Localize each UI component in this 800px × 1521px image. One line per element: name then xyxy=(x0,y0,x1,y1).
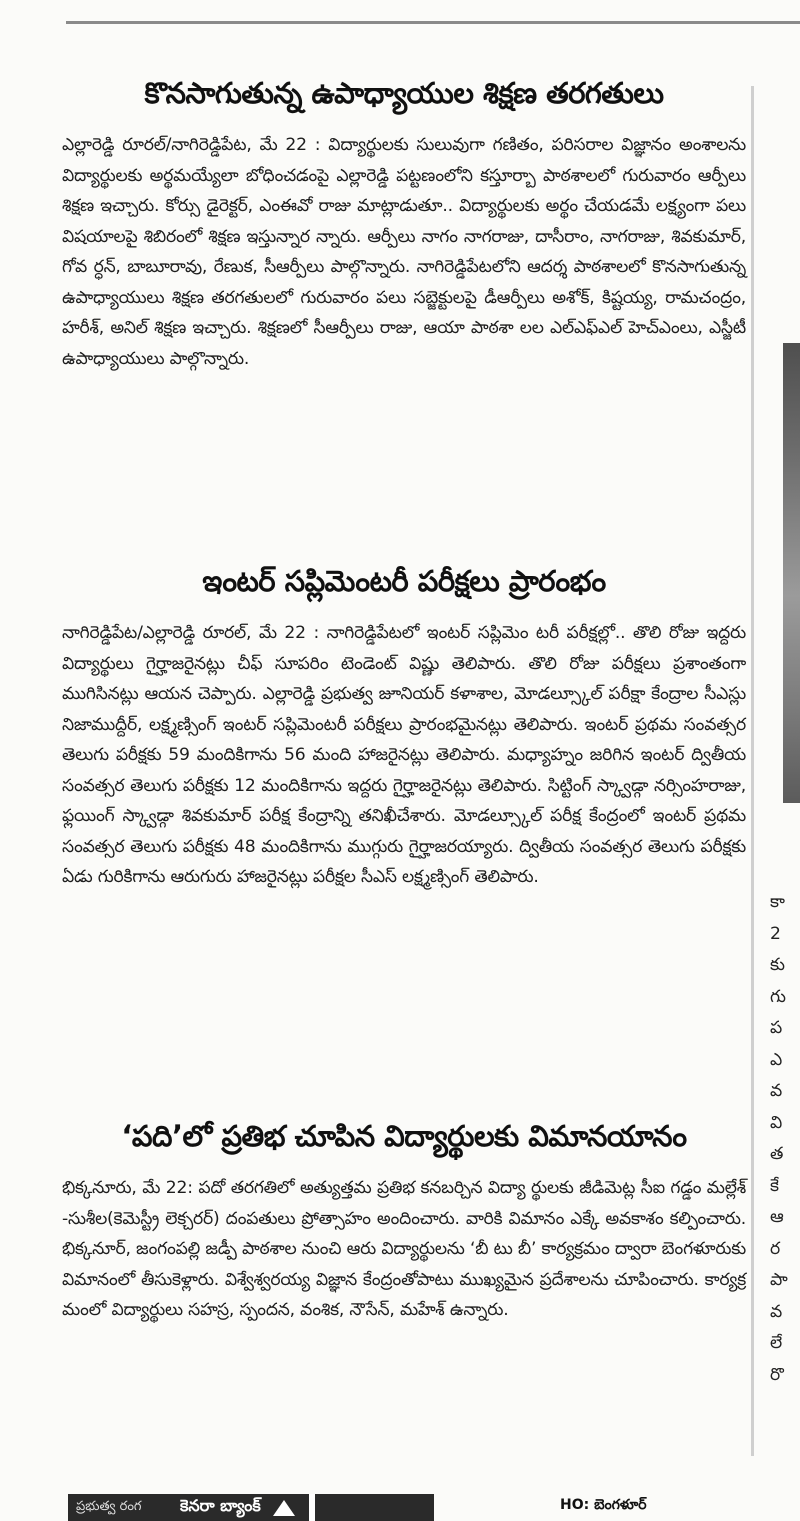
side-line: కా xyxy=(770,892,785,912)
side-line: రొ xyxy=(770,1364,784,1385)
side-line: వ xyxy=(770,1301,783,1322)
canara-bank-ad xyxy=(68,1494,434,1521)
side-line: పా xyxy=(770,1270,788,1290)
article-flight-trip xyxy=(62,1117,746,1326)
top-rule xyxy=(66,21,800,24)
side-line: వ xyxy=(770,1081,783,1101)
side-line: ప xyxy=(770,1018,783,1038)
article-teacher-training xyxy=(62,74,746,374)
side-line: ఎ xyxy=(770,1049,783,1070)
side-line: గు xyxy=(770,986,786,1007)
side-line: త xyxy=(770,1144,784,1164)
side-line: కే xyxy=(770,1175,779,1196)
ad-tagline: ప్రభుత్వ రంగ xyxy=(76,1498,142,1514)
bank-name: కెనరా బ్యాంక్ xyxy=(180,1496,261,1515)
article-body: భిక్కనూరు, మే 22: పదో తరగతిలో అత్యుత్తమ ప్రతిభ కనబర్చిన విద్యా ర్థులకు జీడిమెట్ల సీఐ గడ్డం మల్లేశ్ -సుశీల(కెమెస్ట్రీ లెక్చరర్) దంపతులు ప్రోత్సాహం అందించారు. వారికి విమానం ఎక్కే అవకాశం కల్పించారు. భిక్కనూర్, జంగంపల్లి జడ్పీ పాఠశాల నుంచి ఆరు విద్యార్థులను ‘బీ టు బీ’ కార్యక్రమం ద్వారా బెంగళూరుకు విమానంలో తీసుకెళ్లారు. విశ్వేశ్వరయ్య విజ్ఞాన కేంద్రంతోపాటు ముఖ్యమైన ప్రదేశాలను చూపించారు. కార్యక్ర మంలో విద్యార్థులు సహస్ర, స్పందన, వంశిక, నౌసేన్, మహేశ్ ఉన్నారు. xyxy=(62,1178,746,1320)
head-office-label: HO: బెంగళూర్ xyxy=(560,1497,647,1513)
article-body: నాగిరెడ్డిపేట/ఎల్లారెడ్డి రూరల్, మే 22 : నాగిరెడ్డిపేటలో ఇంటర్ సప్లిమెం టరీ పరీక్షల్లో.. తొలి రోజు ఇద్దరు విద్యార్థులు గైర్హాజరైనట్లు చీఫ్ సూపరిం టెండెంట్ విష్ణు తెలిపారు. తొలి రోజు పరీక్షలు ప్రశాంతంగా ముగిసినట్లు ఆయన చెప్పారు. ఎల్లారెడ్డి ప్రభుత్వ జూనియర్ కళాశాల, మోడల్స్కూల్ పరీక్షా కేంద్రాల సీఎస్లు నిజాముద్దీర్, లక్ష్మణ్సింగ్ ఇంటర్ సప్లిమెంటరీ పరీక్షలు ప్రారంభమైనట్లు తెలిపారు. ఇంటర్ ప్రథమ సంవత్సర తెలుగు పరీక్షకు 59 మందికిగాను 56 మంది హాజరైనట్లు తెలిపారు. మధ్యాహ్నం జరిగిన ఇంటర్ ద్వితీయ సంవత్సర తెలుగు పరీక్షకు 12 మందికిగాను ఇద్దరు గైర్హాజరైనట్లు తెలిపారు. సిట్టింగ్ స్క్వాడ్గా నర్సింహరాజు, ఫ్లయింగ్ స్క్వాడ్గా శివకుమార్ పరీక్ష కేంద్రాన్ని తనిఖీచేశారు. మోడల్స్కూల్ పరీక్ష కేంద్రంలో ఇంటర్ ప్రథమ సంవత్సర తెలుగు పరీక్షకు 48 మందికిగాను ముగ్గురు గైర్హాజరయ్యారు. ద్వితీయ సంవత్సర తెలుగు పరీక్షకు ఏడు గురికిగాను ఆరుగురు హాజరైనట్లు పరీక్షల సీఎస్ లక్ష్మణ్సింగ్ తెలిపారు. xyxy=(62,623,746,887)
column-divider xyxy=(751,86,754,1456)
triangle-logo-icon xyxy=(273,1500,295,1516)
side-line: వి xyxy=(770,1112,783,1133)
adjacent-column-text xyxy=(770,887,800,1391)
headline: ఇంటర్ సప్లిమెంటరీ పరీక్షలు ప్రారంభం xyxy=(202,564,606,598)
cropped-photo xyxy=(783,343,800,803)
headline: కొనసాగుతున్న ఉపాధ్యాయుల శిక్షణ తరగతులు xyxy=(144,76,664,110)
side-line: లే xyxy=(770,1333,783,1353)
side-line: 2 xyxy=(770,923,781,944)
side-line: ర xyxy=(770,1238,781,1259)
article-inter-supplementary xyxy=(62,562,746,893)
divider-bar xyxy=(309,1494,315,1521)
side-line: కు xyxy=(770,955,785,975)
side-line: ఆ xyxy=(770,1207,784,1227)
article-body: ఎల్లారెడ్డి రూరల్/నాగిరెడ్డిపేట, మే 22 : విద్యార్థులకు సులువుగా గణితం, పరిసరాల విజ్ఞానం అంశాలను విద్యార్థులకు అర్థమయ్యేలా బోధించడంపై ఎల్లారెడ్డి పట్టణంలోని కస్తూర్బా పాఠశాలలో గురువారం ఆర్పీలు శిక్షణ ఇచ్చారు. కోర్సు డైరెక్టర్, ఎంఈవో రాజు మాట్లాడుతూ.. విద్యార్థులకు అర్థం చేయడమే లక్ష్యంగా పలు విషయాలపై శిబిరంలో శిక్షణ ఇస్తున్నార న్నారు. ఆర్పీలు నాగం నాగరాజు, దాసీరాం, నాగరాజు, శివకుమార్, గోవ ర్ధన్, బాబూరావు, రేణుక, సీఆర్పీలు పాల్గొన్నారు. నాగిరెడ్డిపేటలోని ఆదర్శ పాఠశాలలో కొనసాగుతున్న ఉపాధ్యాయులు శిక్షణ తరగతులలో గురువారం పలు సబ్జెక్టులపై డీఆర్పీలు అశోక్, కిష్టయ్య, రామచంద్రం, హరీశ్, అనిల్ శిక్షణ ఇచ్చారు. శిక్షణలో సీఆర్పీలు రాజు, ఆయా పాఠశా లల ఎల్ఎఫ్ఎల్ హెచ్ఎంలు, ఎస్జీటీ ఉపాధ్యాయులు పాల్గొన్నారు. xyxy=(62,135,746,369)
headline: ‘పది’లో ప్రతిభ చూపిన విద్యార్థులకు విమానయానం xyxy=(121,1119,687,1153)
